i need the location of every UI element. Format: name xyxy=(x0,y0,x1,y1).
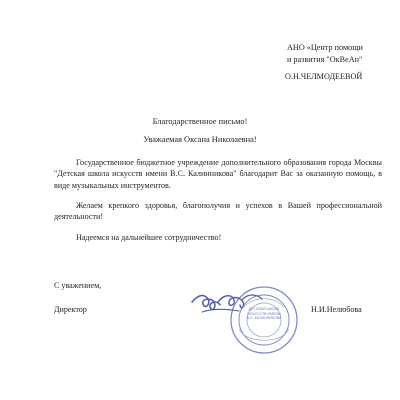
addressee-line-3: О.Н.ЧЕЛМОДЕЕВОЙ xyxy=(285,72,363,81)
body-paragraph-2: Желаем крепкого здоровья, благополучия и успехов в Вашей профессиональной деятельности! xyxy=(54,201,382,222)
closing-phrase: С уважением, xyxy=(54,281,102,290)
addressee-line-1: АНО «Центр помощи xyxy=(287,43,363,52)
addressee-line-2: и развития "ОкВеАн" xyxy=(287,54,363,64)
addressee-block xyxy=(287,42,397,83)
body-paragraph-1: Государственное бюджетное учреждение дополнительного образования города Москвы "Детская школа искусств имени В.С. Калинникова" благодарит Вас за оказанную помощь, в виде музыкальных инструментов. xyxy=(54,158,382,190)
stamp-inner-text: ДЕТСКАЯ ШКОЛА ИСКУССТВ ИМЕНИ В.С. КАЛИННИКОВА xyxy=(246,307,282,321)
letter-title: Благодарственное письмо! xyxy=(152,117,248,126)
signer-name: Н.И.Нелюбова xyxy=(311,305,362,314)
signer-position: Директор xyxy=(54,305,87,314)
letter-salutation: Уважаемая Оксана Николаевна! xyxy=(143,135,257,144)
handwritten-signature xyxy=(190,282,268,326)
body-paragraph-3: Надеемся на дальнейшее сотрудничество! xyxy=(76,233,222,242)
